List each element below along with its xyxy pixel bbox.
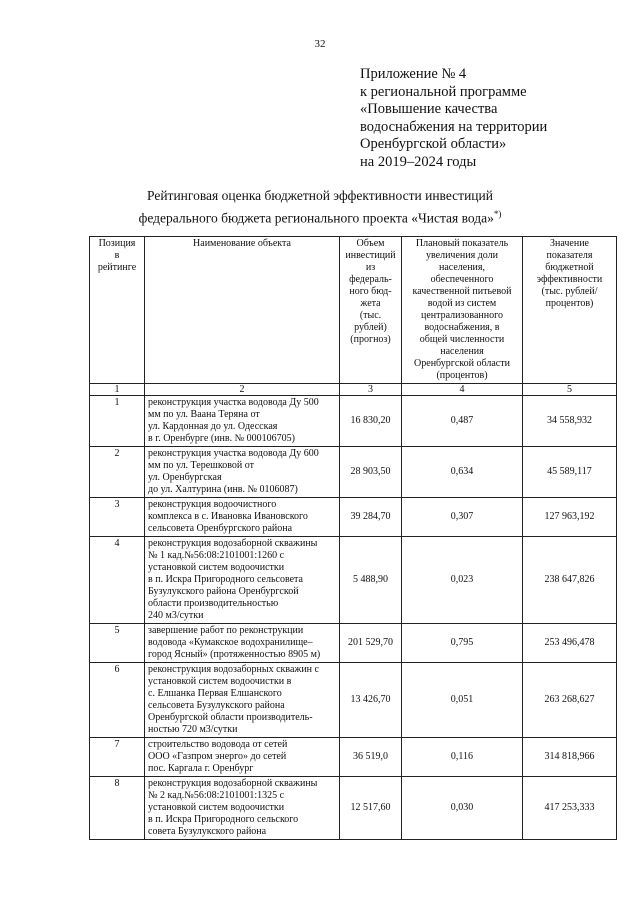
header-investment: [340, 237, 402, 384]
row-efficiency: 417 253,333: [523, 777, 617, 840]
header-line: централизованного: [421, 310, 503, 321]
header-line: Позиция: [98, 238, 136, 249]
row-efficiency: 263 268,627: [523, 663, 617, 738]
header-line: из: [365, 262, 376, 273]
row-efficiency: 127 963,192: [523, 498, 617, 537]
table-row: [90, 498, 617, 537]
header-line: Объем: [356, 238, 385, 249]
footnote-mark: *): [493, 209, 502, 219]
header-line: показателя: [546, 250, 593, 261]
row-efficiency: 253 496,478: [523, 624, 617, 663]
table-row: [90, 537, 617, 624]
header-indicator: [402, 237, 523, 384]
header-line: бюджетной: [545, 262, 594, 273]
row-efficiency: 314 818,966: [523, 738, 617, 777]
row-indicator: 0,116: [402, 738, 523, 777]
row-object-name: [145, 537, 340, 624]
appendix-heading: [360, 66, 620, 171]
header-position: [90, 237, 145, 384]
row-position: 2: [90, 447, 145, 498]
object-name-line: сельсовета Бузулукского района: [148, 700, 285, 711]
row-investment: 13 426,70: [340, 663, 402, 738]
object-name-line: ООО «Газпром энерго» до сетей: [148, 751, 287, 762]
row-indicator: 0,487: [402, 396, 523, 447]
row-investment: 201 529,70: [340, 624, 402, 663]
row-object-name: [145, 447, 340, 498]
object-name-line: реконструкция водоочистного: [148, 499, 277, 510]
table-body: [90, 396, 617, 840]
table-row: [90, 396, 617, 447]
header-line: Плановый показатель: [415, 238, 509, 249]
column-number: 5: [523, 384, 617, 396]
row-position: 3: [90, 498, 145, 537]
object-name-line: с. Елшанка Первая Елшанского: [148, 688, 282, 699]
document-title: [40, 187, 600, 228]
object-name-line: ул. Кардонная до ул. Одесская: [148, 421, 278, 432]
row-investment: 12 517,60: [340, 777, 402, 840]
header-line: населения,: [438, 262, 486, 273]
object-name-line: Бузулукского района Оренбургской: [148, 586, 299, 597]
header-line: процентов): [545, 298, 594, 309]
object-name-line: город Ясный» (протяженностью 8905 м): [148, 649, 321, 660]
header-line: водой из систем: [427, 298, 497, 309]
row-object-name: [145, 498, 340, 537]
row-indicator: 0,307: [402, 498, 523, 537]
table-row: [90, 777, 617, 840]
row-indicator: 0,051: [402, 663, 523, 738]
column-number: 4: [402, 384, 523, 396]
row-position: 1: [90, 396, 145, 447]
header-line: качественной питьевой: [412, 286, 512, 297]
column-number: 3: [340, 384, 402, 396]
object-name-line: в п. Искра Пригородного сельсовета: [148, 574, 303, 585]
appendix-line: к региональной программе: [360, 83, 527, 100]
header-line: общей численности: [419, 334, 505, 345]
object-name-line: реконструкция участка водовода Ду 600: [148, 448, 319, 459]
row-indicator: 0,634: [402, 447, 523, 498]
object-name-line: установкой систем водоочистки: [148, 802, 285, 813]
header-line: Значение: [549, 238, 589, 249]
row-position: 5: [90, 624, 145, 663]
header-line: обеспеченного: [430, 274, 494, 285]
table-row: [90, 624, 617, 663]
object-name-line: реконструкция участка водовода Ду 500: [148, 397, 319, 408]
rating-table: [89, 236, 617, 840]
appendix-line: Оренбургской области»: [360, 136, 507, 152]
header-line: населения: [440, 346, 484, 357]
row-efficiency: 45 589,117: [523, 447, 617, 498]
row-indicator: 0,795: [402, 624, 523, 663]
row-indicator: 0,023: [402, 537, 523, 624]
header-line: (прогноз): [350, 334, 391, 345]
object-name-line: области производительностью: [148, 598, 279, 609]
object-name-line: ностью 720 м3/сутки: [148, 724, 238, 735]
row-position: 6: [90, 663, 145, 738]
object-name-line: до ул. Халтурина (инв. № 0106087): [148, 484, 298, 495]
header-line: (процентов): [436, 370, 488, 381]
title-line-2-text: федерального бюджета регионального проекта «Чистая вода»: [138, 210, 494, 226]
row-investment: 5 488,90: [340, 537, 402, 624]
object-name-line: в п. Искра Пригородного сельского: [148, 814, 299, 825]
object-name-line: завершение работ по реконструкции: [148, 625, 304, 636]
object-name-line: строительство водовода от сетей: [148, 739, 288, 750]
header-line: (тыс. рублей/: [541, 286, 598, 297]
title-line-2: [40, 205, 600, 228]
object-name-line: № 1 кад.№56:08:2101001:1260 с: [148, 550, 285, 561]
row-object-name: [145, 663, 340, 738]
header-line: водоснабжения, в: [424, 322, 500, 333]
row-investment: 39 284,70: [340, 498, 402, 537]
header-line: федераль-: [349, 274, 392, 285]
object-name-line: мм по ул. Ваана Теряна от: [148, 409, 260, 420]
header-object-name: [145, 237, 340, 384]
header-line: (тыс.: [359, 310, 382, 321]
header-line: увеличения доли: [425, 250, 498, 261]
object-name-line: ул. Оренбургская: [148, 472, 222, 483]
title-line-1: Рейтинговая оценка бюджетной эффективности инвестиций: [147, 188, 493, 203]
header-line: Оренбургской области: [414, 358, 510, 369]
header-line: жета: [360, 298, 381, 309]
row-investment: 36 519,0: [340, 738, 402, 777]
table-row: [90, 738, 617, 777]
row-object-name: [145, 738, 340, 777]
header-line: рейтинге: [97, 262, 137, 273]
row-position: 7: [90, 738, 145, 777]
row-indicator: 0,030: [402, 777, 523, 840]
header-line: в: [114, 250, 120, 261]
page-number: 32: [314, 38, 326, 50]
object-name-line: № 2 кад.№56:08:2101001:1325 с: [148, 790, 285, 801]
object-name-line: пос. Каргала г. Оренбург: [148, 763, 254, 774]
appendix-line: на 2019–2024 годы: [360, 153, 477, 170]
object-name-line: установкой систем водоочистки в: [148, 676, 292, 687]
row-object-name: [145, 396, 340, 447]
table-header-row: [90, 237, 617, 384]
header-line: рублей): [354, 322, 387, 333]
table-row: [90, 663, 617, 738]
header-line: эффективности: [536, 274, 603, 285]
object-name-line: сельсовета Оренбургского района: [148, 523, 293, 534]
object-name-line: совета Бузулукского района: [148, 826, 267, 837]
object-name-line: реконструкция водозаборных скважин с: [148, 664, 319, 675]
object-name-line: Оренбургской области производитель-: [148, 712, 313, 723]
header-line: Наименование объекта: [193, 238, 291, 249]
column-number-row: [90, 384, 617, 396]
row-investment: 16 830,20: [340, 396, 402, 447]
object-name-line: мм по ул. Терешковой от: [148, 460, 254, 471]
appendix-line: «Повышение качества: [360, 101, 498, 117]
appendix-line: водоснабжения на территории: [360, 118, 548, 135]
object-name-line: реконструкция водозаборной скважины: [148, 538, 318, 549]
object-name-line: водовода «Кумакское водохранилище–: [148, 637, 313, 648]
row-position: 8: [90, 777, 145, 840]
object-name-line: 240 м3/сутки: [148, 610, 204, 621]
row-efficiency: 34 558,932: [523, 396, 617, 447]
row-position: 4: [90, 537, 145, 624]
object-name-line: в г. Оренбурге (инв. № 000106705): [148, 433, 295, 444]
header-line: инвестиций: [345, 250, 396, 261]
header-line: ного бюд-: [349, 286, 392, 297]
row-object-name: [145, 624, 340, 663]
row-efficiency: 238 647,826: [523, 537, 617, 624]
table-row: [90, 447, 617, 498]
object-name-line: комплекса в с. Ивановка Ивановского: [148, 511, 308, 522]
object-name-line: установкой систем водоочистки: [148, 562, 285, 573]
header-efficiency: [523, 237, 617, 384]
object-name-line: реконструкция водозаборной скважины: [148, 778, 318, 789]
column-number: 1: [90, 384, 145, 396]
row-object-name: [145, 777, 340, 840]
row-investment: 28 903,50: [340, 447, 402, 498]
column-number: 2: [145, 384, 340, 396]
appendix-line: Приложение № 4: [360, 66, 467, 82]
